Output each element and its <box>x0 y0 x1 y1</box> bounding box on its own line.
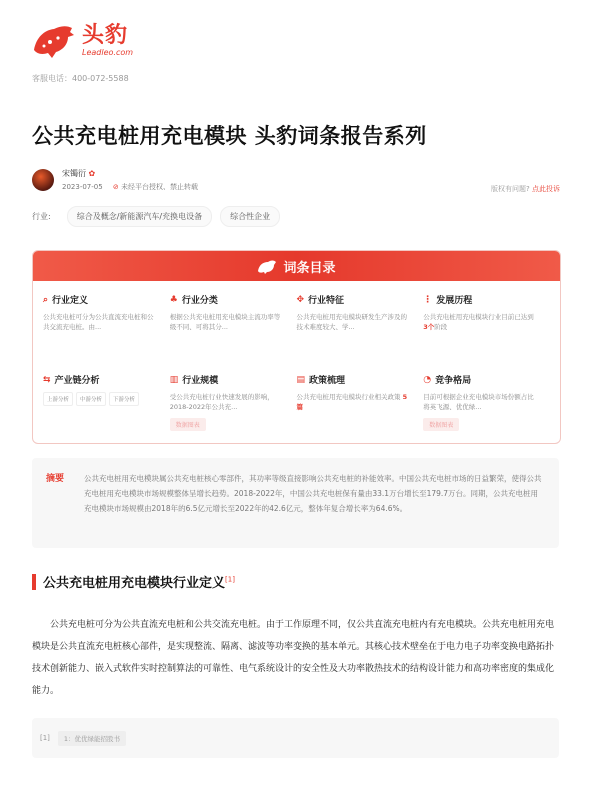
copyright-notice <box>491 184 560 194</box>
timeline-icon: ⋮ <box>423 294 433 305</box>
logo-en: Leadleo.com <box>82 47 134 57</box>
data-chart-button[interactable]: 数据图表 <box>170 418 206 431</box>
no-repost-icon: ⊘ <box>112 183 119 191</box>
toc-title: 词条目录 <box>283 260 336 276</box>
bar-chart-icon: ▥ <box>169 374 179 385</box>
logo-cn: 头豹 <box>82 22 129 48</box>
industry-chip[interactable]: 综合及概念/新能源汽车/充换电设备 <box>67 206 212 227</box>
author-name[interactable]: 宋镯衍 <box>62 169 86 178</box>
section-title: 公共充电桩用充电模块行业定义 <box>43 576 226 591</box>
toc-item-desc: 公共充电桩用充电模块行业相关政策 5篇 <box>296 393 408 411</box>
hotline: 客服电话：400-072-5588 <box>32 74 129 83</box>
top-faint-text <box>0 0 600 8</box>
toc-item-desc: 根据公共充电桩用充电模块主流功率等级不同、可将其分... <box>169 313 281 331</box>
toc-item-policy[interactable] <box>297 361 424 441</box>
toc-item-desc: 受公共充电桩行业快速发展的影响，2018-2022年公共充... <box>169 393 274 411</box>
abstract-box <box>32 458 559 548</box>
industry-label: 行业: <box>32 212 51 221</box>
reference-number: [1] <box>40 734 50 742</box>
toc-item-title: 政策梳理 <box>309 376 346 386</box>
chain-tag[interactable]: 下游分析 <box>109 392 139 406</box>
feature-icon: ✥ <box>296 294 305 305</box>
abstract-label: 摘要 <box>46 474 65 484</box>
hierarchy-icon: ♣ <box>169 294 178 305</box>
toc-item-scale[interactable] <box>170 361 297 441</box>
complaint-link[interactable]: 点此投诉 <box>532 185 560 193</box>
copyright-text: 版权有问题? <box>491 185 530 193</box>
publish-date: 2023-07-05 <box>62 183 103 191</box>
toc-item-features[interactable] <box>297 281 424 361</box>
leopard-icon <box>257 258 277 274</box>
reference-item[interactable]: 1：优优绿能招股书 <box>58 731 126 746</box>
toc-item-competition[interactable] <box>423 361 550 441</box>
avatar[interactable] <box>32 169 54 191</box>
author-badge-icon: ✿ <box>88 169 96 178</box>
toc-item-title: 产业链分析 <box>54 376 100 386</box>
toc-item-desc: 公共充电桩用充电模块行业目前已达到 3个阶段 <box>423 313 534 331</box>
toc-item-title: 行业分类 <box>181 296 218 306</box>
toc-item-desc: 公共充电桩可分为公共直流充电桩和公共交流充电桩。由... <box>43 313 154 331</box>
toc-item-chain[interactable] <box>43 361 170 441</box>
toc-item-title: 行业规模 <box>182 376 219 386</box>
industry-row <box>32 206 280 227</box>
toc-item-history[interactable] <box>423 281 550 361</box>
abstract-text: 公共充电桩用充电模块属公共充电桩核心零部件，其功率等级直接影响公共充电桩的补能效率。中国公共充电桩市场的日益繁荣，使得公共充电桩用充电模块市场规模整体呈增长趋势。2018-2022年，中国公共充电桩保有量由33.1万台增长至179.7万台。同期，公共充电桩用充电模块市场规模由2018年的6.5亿元增长至2022年的42.6亿元，整体年复合增长率为64.6%。 <box>84 474 542 513</box>
section-body: 公共充电桩可分为公共直流充电桩和公共交流充电桩。由于工作原理不同，仅公共直流充电桩内有充电模块。公共充电桩用充电模块是公共直流充电桩核心部件，是实现整流、隔离、滤波等功率变换的基本单元。其核心技术壁垒在于电力电子功率变换电路拓扑技术创新能力、嵌入式软件实时控制算法的可靠性、电气系统设计的安全性及大功率散热技术的结构设计能力和高功率密度的集成化能力。 <box>32 620 555 696</box>
author-block <box>32 168 198 192</box>
chain-tag[interactable]: 上游分析 <box>43 392 73 406</box>
search-doc-icon: ⌕ <box>43 294 49 305</box>
section-bar <box>32 574 36 590</box>
repost-warning: 未经平台授权、禁止转载 <box>121 183 199 191</box>
toc-item-title: 行业特征 <box>308 296 345 306</box>
toc-item-desc: 目前可根据企业充电模块市场份额占比将英飞源、优优绿... <box>423 393 534 411</box>
chain-tag[interactable]: 中游分析 <box>76 392 106 406</box>
toc-header <box>33 251 560 281</box>
logo[interactable] <box>30 20 133 60</box>
chain-icon: ⇆ <box>43 374 51 385</box>
section-ref[interactable]: [1] <box>225 575 235 584</box>
page-title: 公共充电桩用充电模块 头豹词条报告系列 <box>32 124 427 148</box>
toc-item-desc: 公共充电桩用充电模块研发生产涉及的技术难度较大、学... <box>296 313 407 331</box>
section-heading <box>32 572 235 591</box>
pie-icon: ◔ <box>423 374 432 385</box>
leopard-logo-icon <box>30 20 76 60</box>
toc-item-definition[interactable] <box>43 281 170 361</box>
toc-card <box>32 250 561 444</box>
toc-item-classification[interactable] <box>170 281 297 361</box>
toc-item-title: 行业定义 <box>52 296 89 306</box>
industry-chip[interactable]: 综合性企业 <box>220 206 280 227</box>
policy-icon: ▤ <box>296 374 306 385</box>
data-chart-button[interactable]: 数据图表 <box>423 418 459 431</box>
toc-item-title: 竞争格局 <box>435 376 472 386</box>
toc-item-title: 发展历程 <box>436 296 473 306</box>
reference-box <box>32 718 559 758</box>
